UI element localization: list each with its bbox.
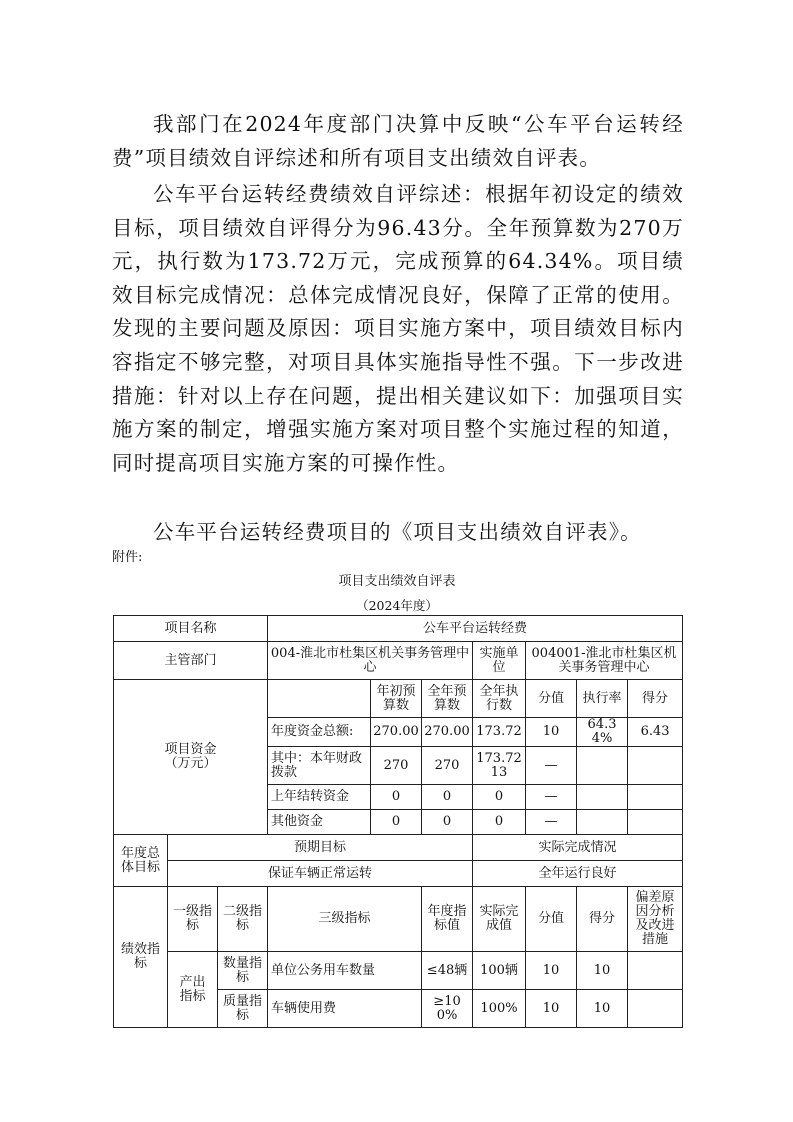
funds-header: 分值 bbox=[526, 680, 577, 718]
funds-cell: 0 bbox=[473, 810, 526, 835]
funds-cell: — bbox=[526, 810, 577, 835]
perf-target: ≤48辆 bbox=[422, 952, 473, 990]
funds-cell: 6.43 bbox=[628, 718, 683, 747]
perf-score-value: 10 bbox=[526, 952, 577, 990]
funds-cell: 0 bbox=[371, 810, 422, 835]
funds-cell bbox=[628, 785, 683, 810]
table-title: 项目支出绩效自评表 bbox=[338, 574, 456, 589]
funds-header: 得分 bbox=[628, 680, 683, 718]
project-name-value: 公车平台运转经费 bbox=[268, 616, 683, 642]
perf-deviation bbox=[628, 952, 683, 990]
attachment-label: 附件: bbox=[112, 550, 143, 565]
funds-cell bbox=[577, 810, 628, 835]
funds-cell: 270 bbox=[371, 747, 422, 785]
funds-cell: 0 bbox=[422, 785, 473, 810]
funds-cell: 0 bbox=[371, 785, 422, 810]
funds-cell: 10 bbox=[526, 718, 577, 747]
perf-level3: 单位公务用车数量 bbox=[268, 952, 422, 990]
funds-cell: 0 bbox=[422, 810, 473, 835]
perf-header: 分值 bbox=[526, 887, 577, 952]
perf-score: 10 bbox=[577, 952, 628, 990]
dept-label: 主管部门 bbox=[114, 642, 268, 680]
actual-label: 实际完成情况 bbox=[473, 835, 683, 861]
funds-cell: 64.34% bbox=[577, 718, 628, 747]
project-name-label: 项目名称 bbox=[114, 616, 268, 642]
funds-header: 全年预算数 bbox=[422, 680, 473, 718]
funds-cell: — bbox=[526, 747, 577, 785]
funds-cell: 270.00 bbox=[371, 718, 422, 747]
funds-cell: 173.7213 bbox=[473, 747, 526, 785]
perf-level1: 产出指标 bbox=[168, 952, 218, 1028]
perf-header: 偏差原因分析及改进措施 bbox=[628, 887, 683, 952]
funds-row-label: 年度资金总额: bbox=[268, 718, 371, 747]
perf-header: 实际完成值 bbox=[473, 887, 526, 952]
perf-score-value: 10 bbox=[526, 990, 577, 1028]
actual-value: 全年运行良好 bbox=[473, 861, 683, 887]
funds-cell bbox=[628, 810, 683, 835]
funds-row-label: 其中：本年财政拨款 bbox=[268, 747, 371, 785]
perf-actual: 100辆 bbox=[473, 952, 526, 990]
funds-header: 执行率 bbox=[577, 680, 628, 718]
impl-value: 004001-淮北市杜集区机关事务管理中心 bbox=[526, 642, 683, 680]
funds-cell: 270 bbox=[422, 747, 473, 785]
dept-value: 004-淮北市杜集区机关事务管理中心 bbox=[268, 642, 473, 680]
funds-header-blank bbox=[268, 680, 371, 718]
perf-score: 10 bbox=[577, 990, 628, 1028]
perf-header: 三级指标 bbox=[268, 887, 422, 952]
funds-cell bbox=[628, 747, 683, 785]
impl-label: 实施单位 bbox=[473, 642, 526, 680]
summary-paragraph: 公车平台运转经费绩效自评综述：根据年初设定的绩效目标，项目绩效自评得分为96.43分。全年预算数为270万元，执行数为173.72万元，完成预算的64.34%。项目绩效目标完成情况：总体完成情况良好，保障了正常的使用。发现的主要问题及原因：项目实施方案中，项目绩效目标内容指定不够完整，对项目具体实施指导性不强。下一步改进措施：针对以上存在问题，提出相关建议如下：加强项目实施方案的制定，增强实施方案对项目整个实施过程的知道，同时提高项目实施方案的可操作性。 bbox=[112, 182, 684, 475]
funds-header: 年初预算数 bbox=[371, 680, 422, 718]
funds-row-label: 其他资金 bbox=[268, 810, 371, 835]
expected-goal-label: 预期目标 bbox=[168, 835, 473, 861]
perf-target: ≥100% bbox=[422, 990, 473, 1028]
funds-cell: — bbox=[526, 785, 577, 810]
table-year: （2024年度） bbox=[356, 598, 438, 613]
funds-cell: 173.72 bbox=[473, 718, 526, 747]
perf-label: 绩效指标 bbox=[114, 887, 168, 1028]
reference-paragraph: 公车平台运转经费项目的《项目支出绩效自评表》。 bbox=[153, 520, 642, 544]
intro-paragraph: 我部门在2024年度部门决算中反映“公车平台运转经费”项目绩效自评综述和所有项目支出绩效自评表。 bbox=[112, 112, 684, 170]
perf-header: 二级指标 bbox=[218, 887, 268, 952]
funds-header: 全年执行数 bbox=[473, 680, 526, 718]
perf-deviation bbox=[628, 990, 683, 1028]
funds-cell: 270.00 bbox=[422, 718, 473, 747]
annual-goal-label: 年度总体目标 bbox=[114, 835, 168, 887]
expected-goal-value: 保证车辆正常运转 bbox=[168, 861, 473, 887]
perf-level3: 车辆使用费 bbox=[268, 990, 422, 1028]
funds-cell: 0 bbox=[473, 785, 526, 810]
funds-row-label: 上年结转资金 bbox=[268, 785, 371, 810]
perf-actual: 100% bbox=[473, 990, 526, 1028]
perf-header: 一级指标 bbox=[168, 887, 218, 952]
performance-table bbox=[113, 615, 683, 1028]
funds-label: 项目资金（万元） bbox=[114, 680, 268, 835]
perf-level2: 数量指标 bbox=[218, 952, 268, 990]
funds-cell bbox=[577, 747, 628, 785]
funds-cell bbox=[577, 785, 628, 810]
perf-header: 年度指标值 bbox=[422, 887, 473, 952]
perf-level2: 质量指标 bbox=[218, 990, 268, 1028]
perf-header: 得分 bbox=[577, 887, 628, 952]
